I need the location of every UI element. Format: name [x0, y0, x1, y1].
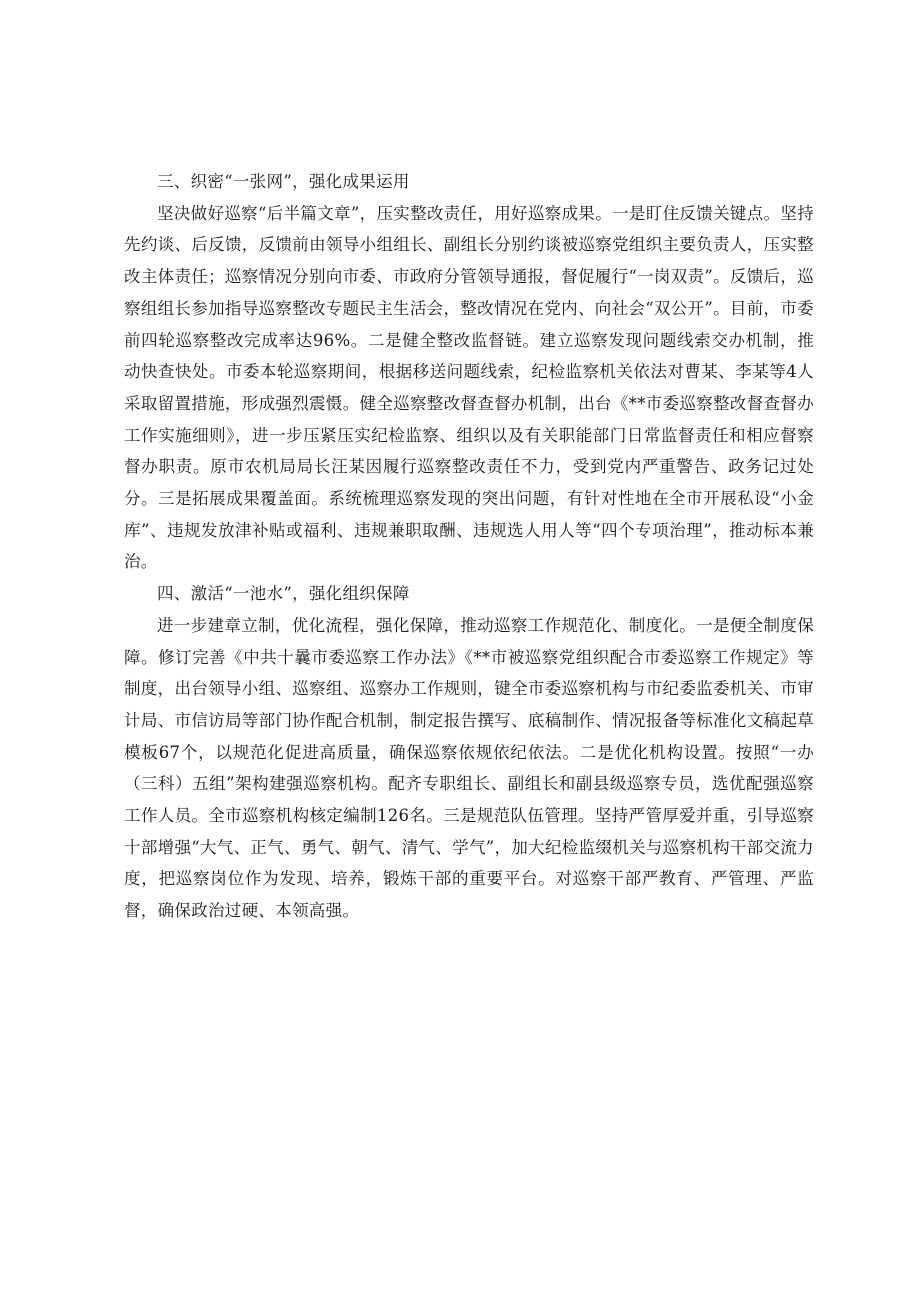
section-body-3: 坚决做好巡察“后半篇文章”，压实整改责任，用好巡察成果。一是盯住反馈关键点。坚持先约谈、后反馈，反馈前由领导小组组长、副组长分别约谈被巡察党组织主要负责人，压实整改主体责任；巡察情况分别向市委、市政府分管领导通报，督促履行“一岗双责”。反馈后，巡察组组长参加指导巡察整改专题民主生活会，整改情况在党内、向社会“双公开”。目前，市委前四轮巡察整改完成率达96%。二是健全整改监督链。建立巡察发现问题线索交办机制，推动快查快处。市委本轮巡察期间，根据移送问题线索，纪检监察机关依法对曹某、李某等4人采取留置措施，形成强烈震慑。健全巡察整改督查督办机制，出台《**市委巡察整改督查督办工作实施细则》，进一步压紧压实纪检监察、组织以及有关职能部门日常监督责任和相应督察督办职责。原市农机局局长汪某因履行巡察整改责任不力，受到党内严重警告、政务记过处分。三是拓展成果覆盖面。系统梳理巡察发现的突出问题，有针对性地在全市开展私设“小金库”、违规发放津补贴或福利、违规兼职取酬、违规选人用人等“四个专项治理”，推动标本兼治。 — [124, 203, 814, 572]
section-heading-3: 三、织密“一张网”，强化成果运用 — [157, 172, 410, 191]
section-body-4: 进一步建章立制，优化流程，强化保障，推动巡察工作规范化、制度化。一是便全制度保障。修订完善《中共十曩市委巡察工作办法》《**市被巡察党组织配合市委巡察工作规定》等制度，出台领导小组、巡察组、巡察办工作规则，键全市委巡察机构与市纪委监委机关、市审计局、市信访局等部门协作配合机制，制定报告撰写、底稿制作、情况报备等标准化文稿起草模板67个，以规范化促进高质量，确保巡察依规依纪依法。二是优化机构设置。按照“一办（三科）五组”架构建强巡察机构。配齐专职组长、副组长和副县级巡察专员，选优配强巡察工作人员。全市巡察机构核定编制126名。三是规范队伍管理。坚持严管厚爱并重，引导巡察十部增强“大气、正气、勇气、朝气、清气、学气”，加大纪检监缀机关与巡察机构干部交流力度，把巡察岗位作为发现、培养，锻炼干部的重要平台。对巡察干部严教育、严管理、严监督，确保政治过硬、本领高强。 — [124, 615, 814, 921]
document-body — [124, 166, 814, 927]
section-heading-4: 四、激活“一池水”，强化组织保障 — [157, 584, 410, 604]
